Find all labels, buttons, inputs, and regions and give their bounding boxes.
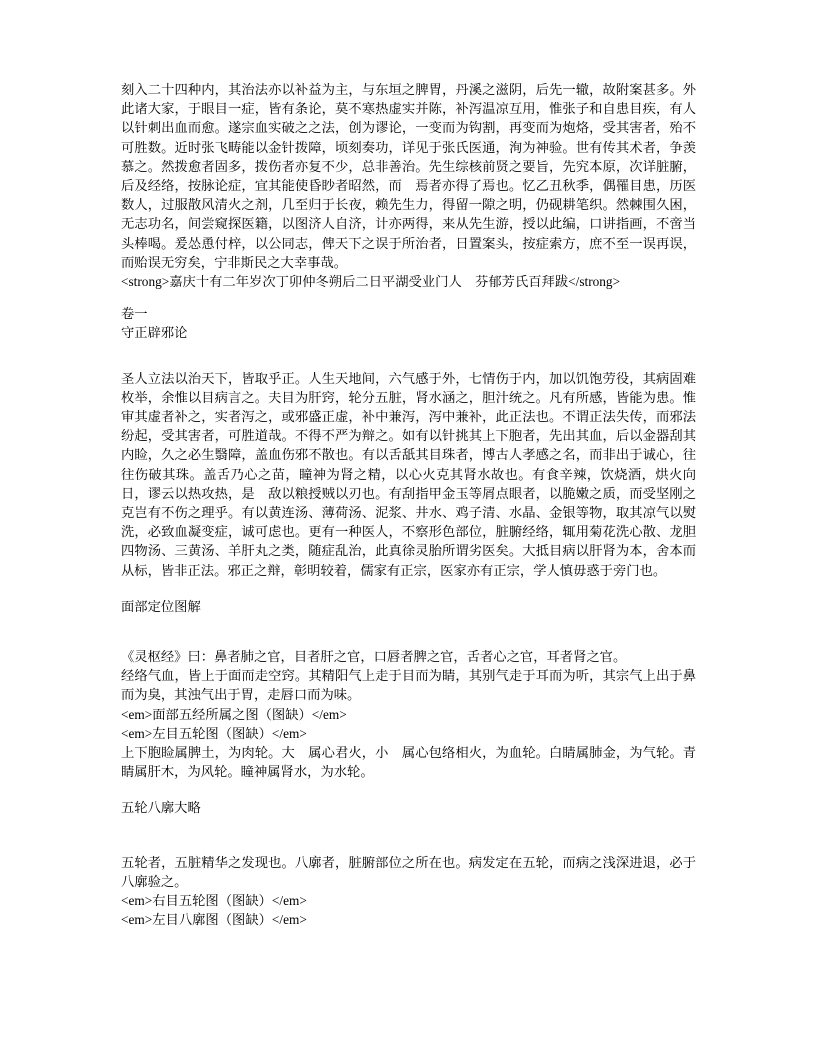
section-title-wulun-bakuo: 五轮八廓大略 xyxy=(121,799,201,815)
figure-caption-mianbu-wujing: <em>面部五经所属之图（图缺）</em> xyxy=(121,706,347,722)
section-title-mianbu-dingwei: 面部定位图解 xyxy=(121,598,201,614)
lingshu-quote-line: 《灵枢经》曰：鼻者肺之官，目者肝之官，口唇者脾之官，舌者心之官，耳者肾之官。 xyxy=(121,649,627,665)
preface-paragraph: 刻入二十四种内，其治法亦以补益为主，与东垣之脾胃，丹溪之滋阴，后先一辙，故附案甚多。外此诸大家，于眼目一症，皆有条论，莫不寒热虚实并陈，补泻温凉互用，惟张子和自患目疾，有人以针刺出血而愈。遂宗血实破之之法，创为谬论，一变而为钩割，再变而为炮烙，受其害者，殆不可胜数。近时张飞畴能以金针拨障，顷刻奏功，详见于张氏医通，洵为神验。世有传其术者，争羡慕之。然拨愈者固多，拨伤者亦复不少，总非善治。先生综核前贤之要旨，先究本原，次详脏腑，后及经络，按脉论症，宜其能使昏眇者昭然，而 焉者亦得了焉也。忆乙丑秋季，偶罹目患，历医数人，过服散风清火之剂，几至归于长夜，赖先生力，得留一隙之明，仍砚耕笔织。然棘围久困，无志功名，间尝窥探医籍，以图济人自济，计亦两得，来从先生游，授以此编，口讲指画，不啻当头棒喝。爰怂恿付梓，以公同志，俾天下之误于所治者，日置案头，按症索方，庶不至一误再误，而贻误无穷矣，宁非斯民之大幸事哉。 xyxy=(121,82,696,270)
figure-caption-youmu-wulun: <em>右目五轮图（图缺）</em> xyxy=(121,893,307,909)
mianbu-paragraph-1: 经络气血，皆上于面而走空窍。其精阳气上走于目而为睛，其别气走于耳而为听，其宗气上出于鼻而为臭，其浊气出于胃，走唇口而为味。 xyxy=(121,668,696,703)
mianbu-paragraph-2: 上下胞睑属脾土，为肉轮。大 属心君火，小 属心包络相火，为血轮。白睛属肺金，为气轮。青睛属肝木，为风轮。瞳神属肾水，为水轮。 xyxy=(121,745,696,780)
section-body-shouzheng-pixie: 圣人立法以治天下，皆取乎正。人生天地间，六气感于外，七情伤于内，加以饥饱劳役，其病固难枚举，余惟以目病言之。夫目为肝窍，轮分五脏，肾水涵之，胆汁统之。凡有所感，皆能为患。惟审其虚者补之，实者泻之，或邪盛正虚，补中兼泻，泻中兼补，此正法也。不谓正法失传，而邪法纷起，受其害者，可胜道哉。不得不严为辩之。如有以针挑其上下胞者，先出其血，后以金器刮其内睑，久之必生翳障，盖血伤邪不散也。有以舌舐其目珠者，博古人孝感之名，而非出于诚心，往往伤破其珠。盖舌乃心之苗，瞳神为肾之精，以心火克其肾水故也。有食辛辣，饮烧酒，烘火向日，谬云以热攻热，是 敌以粮授贼以刃也。有刮指甲金玉等屑点眼者，以脆嫩之质，而受坚刚之克岂有不伤之理乎。有以黄连汤、薄荷汤、泥浆、井水、鸡子清、水晶、金银等物，取其凉气以熨洗，必致血凝变症，诚可虑也。更有一种医人，不察形色部位，脏腑经络，辄用菊花洗心散、龙胆四物汤、三黄汤、羊肝丸之类，随症乱治，此真徐灵胎所谓劣医矣。大抵目病以肝肾为本，舍本而从标，皆非正法。邪正之辩，彰明较着，儒家有正宗，医家亦有正宗，学人慎毋惑于旁门也。 xyxy=(121,370,696,578)
volume-title: 卷一 xyxy=(121,306,148,322)
figure-caption-zuomu-wulun: <em>左目五轮图（图缺）</em> xyxy=(121,725,307,741)
wulun-bakuo-paragraph: 五轮者，五脏精华之发现也。八廓者，脏腑部位之所在也。病发定在五轮，而病之浅深进退，必于八廓验之。 xyxy=(121,854,696,889)
section-title-shouzheng-pixie: 守正辟邪论 xyxy=(121,325,188,341)
figure-caption-zuomu-bakuo: <em>左目八廓图（图缺）</em> xyxy=(121,912,307,928)
colophon-line: <strong>嘉庆十有二年岁次丁卯仲冬朔后二日平湖受业门人 芬郁芳氏百拜跋</strong> xyxy=(121,274,621,290)
